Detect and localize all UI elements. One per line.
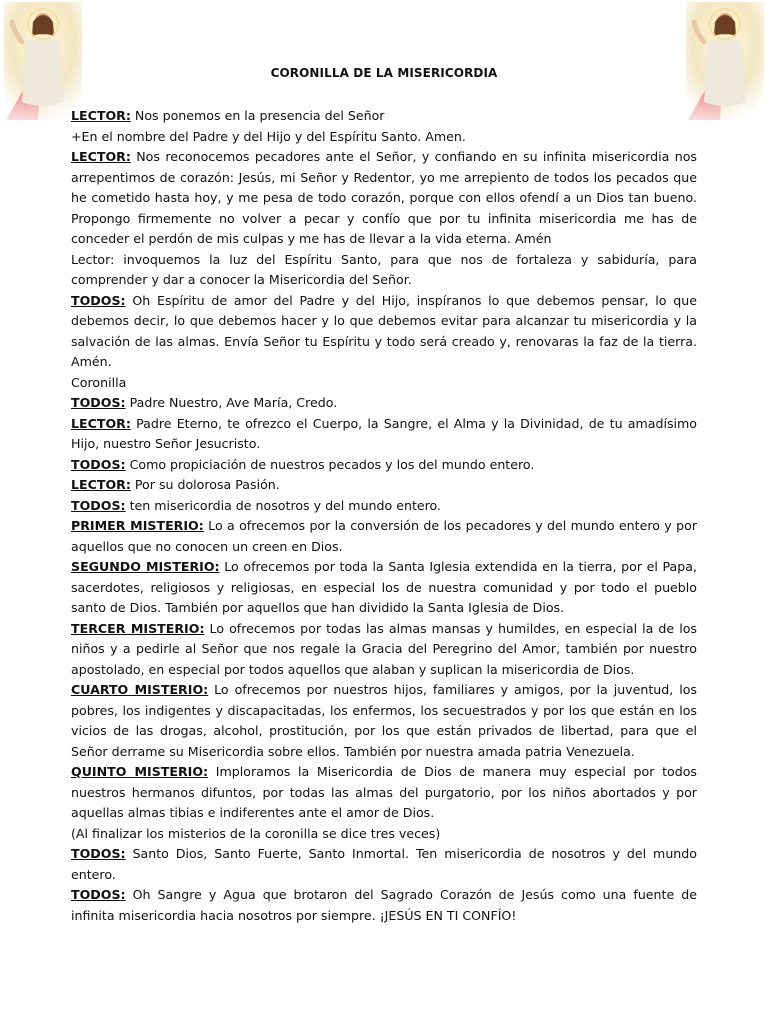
speaker-label: TODOS: — [71, 292, 126, 308]
paragraph — [71, 619, 697, 681]
paragraph — [71, 393, 697, 414]
paragraph — [71, 414, 697, 455]
paragraph-text: Lector: invoquemos la luz del Espíritu Santo, para que nos de fortaleza y sabiduría, para comprender y dar a conocer la Misericordia del Señor. — [71, 251, 697, 287]
paragraph — [71, 475, 697, 496]
speaker-label: LECTOR: — [71, 415, 131, 431]
paragraph-text: Nos reconocemos pecadores ante el Señor, y confiando en su infinita misericordia nos arrepentimos de corazón: Jesús, mi Señor y Redentor, yo me arrepiento de todos los pecados que he cometido hasta hoy, y me pesa de todo corazón, porque con ellos ofendí a un Dios tan bueno. Propongo firmemente no volver a pecar y confío que por tu infinita misericordia me has de conceder el perdón de mis culpas y me has de llevar a la vida eterna. Amén — [71, 149, 697, 246]
paragraph-text: Lo a ofrecemos por la conversión de los pecadores y del mundo entero y por aquellos que no conocen un creen en Dios. — [71, 518, 697, 554]
paragraph — [71, 373, 697, 394]
speaker-label: TERCER MISTERIO: — [71, 620, 205, 636]
paragraph-text: ten misericordia de nosotros y del mundo entero. — [125, 497, 442, 513]
paragraph-text: Por su dolorosa Pasión. — [130, 477, 280, 492]
speaker-label: TODOS: — [71, 395, 126, 410]
divine-mercy-image-right — [686, 2, 764, 120]
paragraph-text: Oh Espíritu de amor del Padre y del Hijo, inspíranos lo que debemos pensar, lo que debemos decir, lo que debemos hacer y lo que debemos evitar para alcanzar tu misericordia y la salvación de las almas. Envía Señor tu Espíritu y todo será creado y, renovaras la faz de la tierra. Amén. — [71, 292, 697, 369]
document-body — [71, 106, 697, 926]
paragraph — [71, 127, 697, 148]
speaker-label: LECTOR: — [71, 108, 131, 123]
speaker-label: SEGUNDO MISTERIO: — [71, 559, 220, 574]
paragraph — [71, 250, 697, 291]
paragraph — [71, 455, 697, 476]
paragraph-text: Padre Eterno, te ofrezco el Cuerpo, la Sangre, el Alma y la Divinidad, de tu amadísimo Hijo, nuestro Señor Jesucristo. — [71, 415, 697, 451]
speaker-label: TODOS: — [71, 497, 126, 513]
paragraph — [71, 824, 697, 845]
paragraph — [71, 147, 697, 250]
paragraph-text: Como propiciación de nuestros pecados y los del mundo entero. — [125, 456, 535, 472]
paragraph-text: Oh Sangre y Agua que brotaron del Sagrado Corazón de Jesús como una fuente de infinita misericordia hacia nosotros por siempre. ¡JESÚS EN TI CONFÍO! — [71, 887, 697, 923]
paragraph-text: (Al finalizar los misterios de la coronilla se dice tres veces) — [71, 825, 441, 841]
paragraph-text: Nos ponemos en la presencia del Señor — [130, 108, 385, 123]
speaker-label: TODOS: — [71, 846, 126, 861]
paragraph-text: Lo ofrecemos por nuestros hijos, familiares y amigos, por la juventud, los pobres, los indigentes y discapacitadas, los enfermos, los secuestrados y por los que están en los vicios de las drogas, alcohol, prostitución, por los que están privados de libertad, para que el Señor derrame su Misericordia sobre ellos. También por nuestra amada patria Venezuela. — [71, 682, 697, 759]
paragraph-text: +En el nombre del Padre y del Hijo y del Espíritu Santo. Amen. — [71, 128, 466, 144]
paragraph — [71, 885, 697, 926]
document-title: CORONILLA DE LA MISERICORDIA — [270, 66, 498, 80]
paragraph — [71, 762, 697, 824]
paragraph-text: Lo ofrecemos por toda la Santa Iglesia extendida en la tierra, por el Papa, sacerdotes, religiosos y religiosas, en especial los de nuestra comunidad y por todo el pueblo santo de Dios. También por aquellos que han dividido la Santa Iglesia de Dios. — [71, 559, 697, 615]
paragraph — [71, 680, 697, 762]
paragraph-text: Coronilla — [71, 374, 127, 390]
paragraph — [71, 844, 697, 885]
speaker-label: LECTOR: — [71, 149, 131, 164]
speaker-label: PRIMER MISTERIO: — [71, 518, 204, 533]
paragraph — [71, 106, 697, 127]
paragraph-text: Santo Dios, Santo Fuerte, Santo Inmortal. Ten misericordia de nosotros y del mundo entero. — [71, 846, 697, 882]
paragraph — [71, 291, 697, 373]
paragraph-text: Lo ofrecemos por todas las almas mansas y humildes, en especial la de los niños y a pedirle al Señor que nos regale la Gracia del Peregrino del Amor, también por nuestro apostolado, en especial por todos aquellos que alaban y suplican la misericordia de Dios. — [71, 620, 697, 677]
speaker-label: TODOS: — [71, 456, 126, 472]
divine-mercy-image-left — [4, 2, 82, 120]
paragraph — [71, 496, 697, 517]
paragraph-text: Padre Nuestro, Ave María, Credo. — [125, 395, 338, 410]
paragraph — [71, 516, 697, 557]
paragraph-text: Imploramos la Misericordia de Dios de manera muy especial por todos nuestros hermanos difuntos, por todas las almas del purgatorio, por los niños abortados y por aquellas almas tibias e indiferentes ante el amor de Dios. — [71, 764, 697, 820]
speaker-label: CUARTO MISTERIO: — [71, 682, 209, 697]
speaker-label: QUINTO MISTERIO: — [71, 764, 209, 779]
paragraph — [71, 557, 697, 619]
speaker-label: LECTOR: — [71, 477, 131, 492]
speaker-label: TODOS: — [71, 887, 126, 902]
